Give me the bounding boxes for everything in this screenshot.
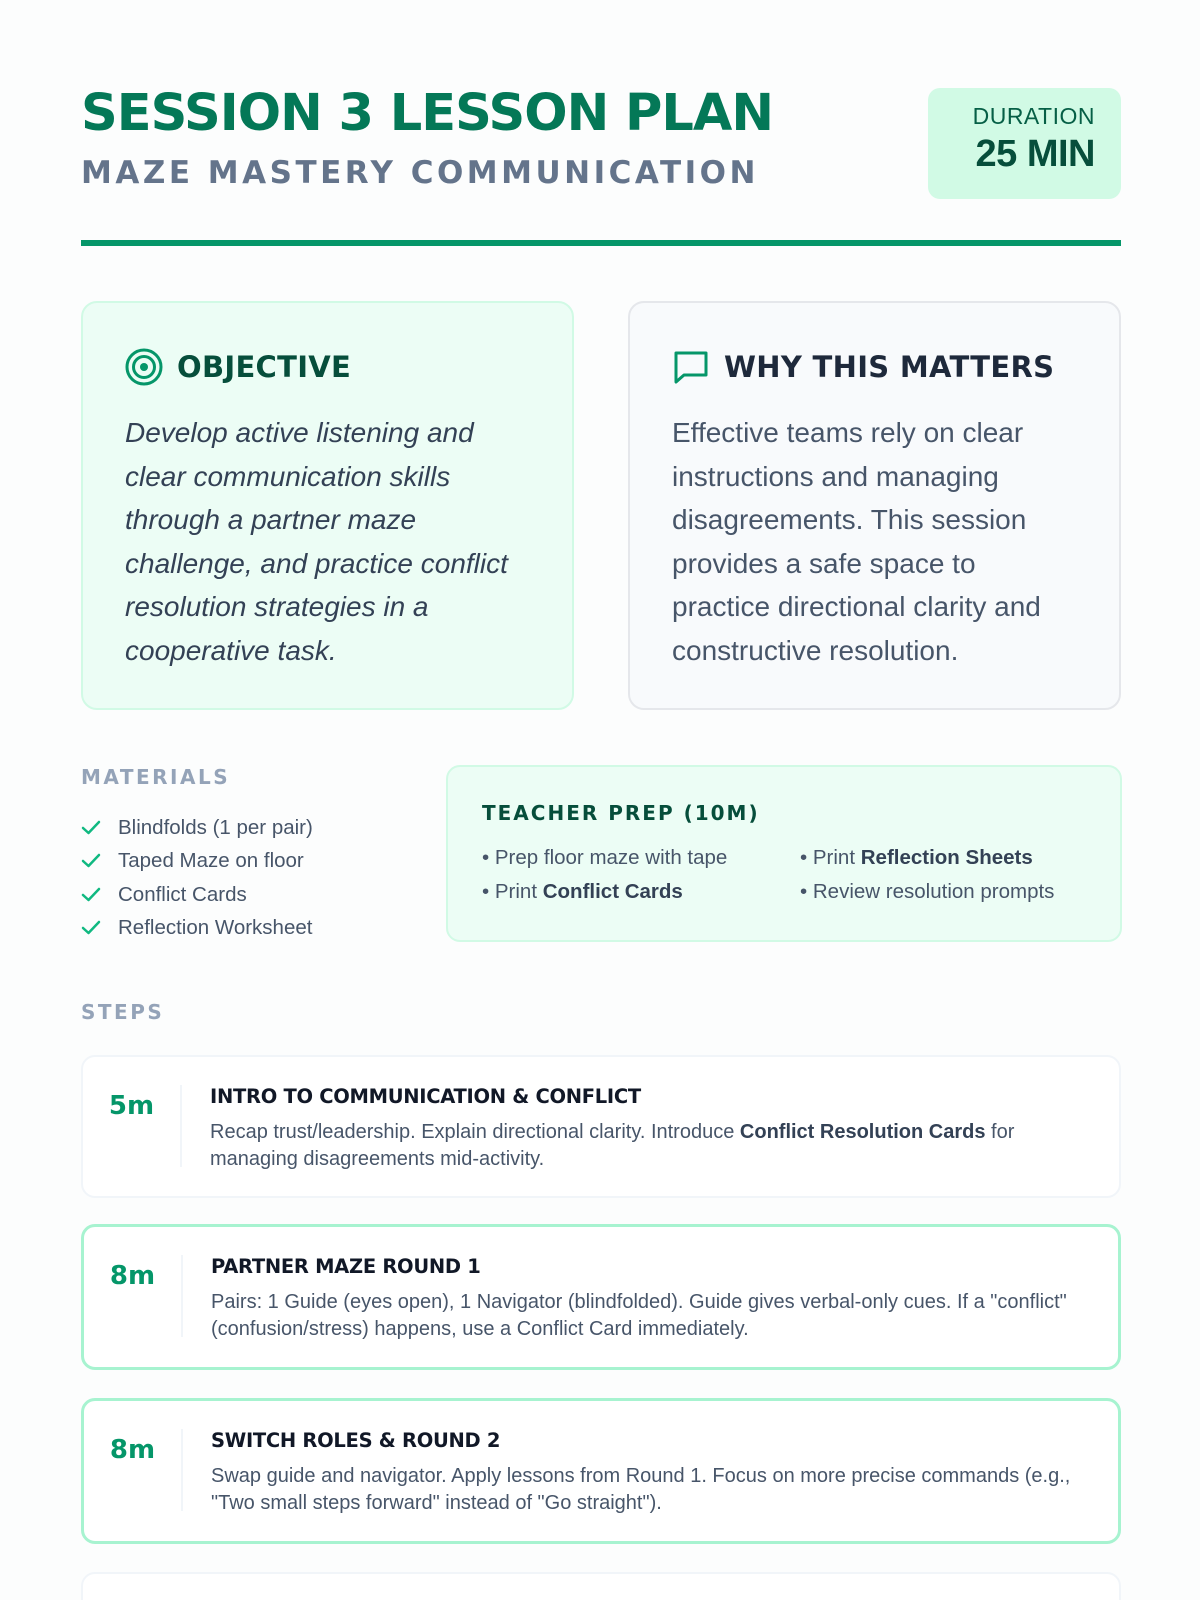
header-divider: [81, 240, 1121, 246]
teacher-prep-title: TEACHER PREP (10M): [482, 801, 760, 825]
step-description: Recap trust/leadership. Explain directional clarity. Introduce Conflict Resolution Cards for managing disagreements mid-activity.: [210, 1121, 1015, 1170]
materials-list: [81, 811, 421, 945]
step-description: Swap guide and navigator. Apply lessons from Round 1. Focus on more precise commands (e.g., "Two small steps forward" instead of "Go straight").: [211, 1465, 1071, 1514]
duration-value: 25 MIN: [975, 133, 1095, 175]
material-label: Reflection Worksheet: [118, 916, 313, 940]
step-title: INTRO TO COMMUNICATION & CONFLICT: [210, 1085, 641, 1108]
list-item: [81, 878, 421, 912]
prep-item: • Print Conflict Cards: [482, 880, 683, 903]
step-duration: 8m: [109, 1435, 156, 1465]
check-icon: [81, 887, 101, 903]
step-card-intro: [81, 1055, 1121, 1198]
objective-heading: OBJECTIVE: [177, 350, 352, 384]
duration-label: DURATION: [972, 103, 1095, 129]
prep-item: • Print Reflection Sheets: [800, 846, 1033, 869]
materials-section: [81, 765, 421, 945]
why-this-matters-card: [628, 301, 1121, 710]
step-content: [211, 1255, 1088, 1367]
step-card-round-2: [81, 1398, 1121, 1544]
chat-bubble-icon: [672, 348, 710, 386]
why-text: Effective teams rely on clear instructions and managing disagreements. This session provides a safe space to practice directional clarity and constructive resolution.: [672, 417, 1041, 666]
step-description: Pairs: 1 Guide (eyes open), 1 Navigator (blindfolded). Guide gives verbal-only cues. If a "conflict" (confusion/stress) happens, use a Conflict Card immediately.: [211, 1291, 1067, 1340]
material-label: Conflict Cards: [118, 882, 247, 906]
step-card-partial: [81, 1572, 1121, 1600]
page-title: SESSION 3 LESSON PLAN: [81, 84, 774, 143]
step-title: PARTNER MAZE ROUND 1: [211, 1255, 481, 1278]
page-subtitle: MAZE MASTERY COMMUNICATION: [81, 155, 759, 191]
page-header: [81, 86, 1121, 246]
prep-item: • Prep floor maze with tape: [482, 846, 728, 869]
target-icon: [125, 348, 163, 386]
material-label: Blindfolds (1 per pair): [118, 815, 313, 839]
step-divider: [180, 1085, 182, 1167]
step-content: [210, 1085, 1089, 1196]
duration-badge: [928, 88, 1121, 199]
step-title: SWITCH ROLES & ROUND 2: [211, 1429, 501, 1452]
materials-label: MATERIALS: [81, 765, 231, 789]
list-item: [81, 845, 421, 879]
material-label: Taped Maze on floor: [118, 849, 304, 873]
step-duration: 8m: [109, 1261, 156, 1291]
check-icon: [81, 820, 101, 836]
list-item: [81, 912, 421, 946]
teacher-prep-card: [446, 765, 1122, 942]
list-item: [81, 811, 421, 845]
step-duration: 5m: [108, 1091, 155, 1121]
prep-item: • Review resolution prompts: [800, 880, 1055, 903]
step-content: [211, 1429, 1088, 1541]
objective-text: Develop active listening and clear communication skills through a partner maze challenge, and practice conflict resolution strategies in a cooperative task.: [125, 417, 508, 666]
why-heading: WHY THIS MATTERS: [724, 350, 1055, 384]
check-icon: [81, 853, 101, 869]
steps-label: STEPS: [81, 1000, 165, 1024]
teacher-prep-list: [482, 845, 1088, 905]
step-card-round-1: [81, 1224, 1121, 1370]
step-divider: [181, 1429, 183, 1511]
check-icon: [81, 920, 101, 936]
objective-card: [81, 301, 574, 710]
step-divider: [181, 1255, 183, 1337]
